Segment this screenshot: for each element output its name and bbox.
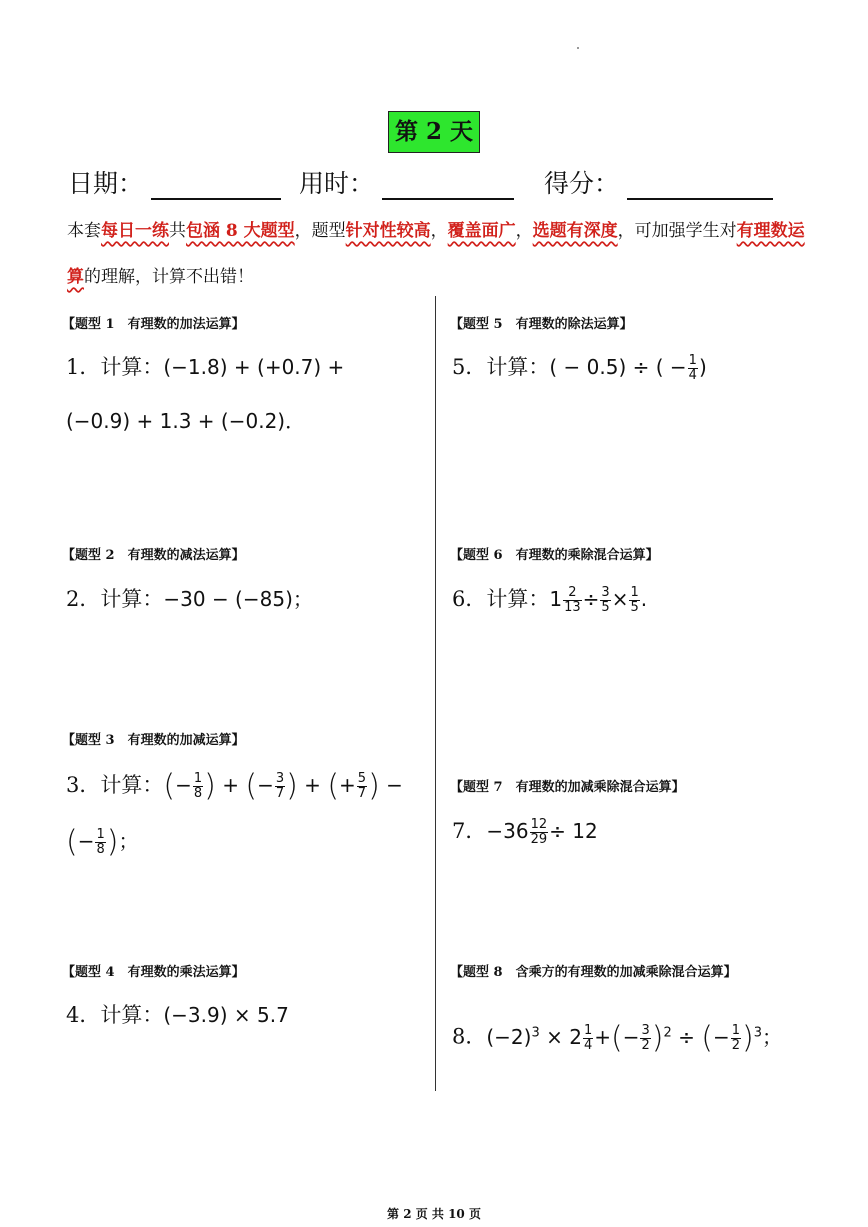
intro-highlight: 每日一练 (101, 221, 169, 241)
score-blank (627, 170, 773, 200)
problem-prefix: 3．计算： (66, 773, 164, 797)
problem-7 (452, 804, 598, 858)
intro-text: ，题型 (294, 221, 346, 241)
problem-type-5: 【题型 5 有理数的除法运算】 (450, 317, 633, 332)
intro-highlight: 包涵 8 大题型 (186, 221, 295, 241)
problem-8 (452, 1006, 782, 1065)
page-title: 第 2 天 (388, 111, 480, 153)
problem-type-2: 【题型 2 有理数的减法运算】 (62, 548, 245, 563)
problem-expression: −30 − (−85)； (163, 587, 313, 611)
problem-expression: 1 $\frac{2}{13}$ ÷ $\frac{3}{5}$ × $\frac{1}{5}$ . (549, 585, 648, 615)
problem-prefix: 5．计算： (452, 355, 550, 379)
problem-prefix: 6．计算： (452, 587, 550, 611)
problem-prefix: 2．计算： (66, 587, 164, 611)
problem-prefix: 8． (452, 1024, 487, 1049)
problem-4 (66, 988, 289, 1042)
problem-expression: −36 $\frac{12}{29}$ ÷ 12 (486, 817, 598, 847)
problem-expression: (−1.8) + (+0.7) + (163, 355, 345, 379)
intro-highlight: 选题有深度 (532, 221, 618, 241)
problem-type-3: 【题型 3 有理数的加减运算】 (62, 733, 245, 748)
problem-expression: (−0.9) + 1.3 + (−0.2)． (66, 409, 306, 433)
intro-text: ， (430, 221, 448, 241)
problem-expression: (− $\frac{1}{8}$ ) + (− $\frac{3}{7}$ ) + (+ $\frac{5}{7}$ ) − (− $\frac{1}{8}$ )； (66, 768, 403, 859)
intro-highlight: 有理数运算 (67, 221, 805, 287)
problem-type-1: 【题型 1 有理数的加法运算】 (62, 317, 245, 332)
problem-prefix: 4．计算： (66, 1003, 164, 1027)
speck (577, 47, 579, 49)
problem-3 (66, 758, 426, 869)
problem-1 (66, 340, 344, 448)
intro-text: ， (515, 221, 533, 241)
problem-expression: $(-2)^3 \times 2$ $\frac{1}{4}$ +(− $\frac{3}{2}$ )$^2$ ÷ (− $\frac{1}{2}$ )$^3$； (486, 1020, 783, 1056)
date-blank (151, 170, 281, 200)
intro-paragraph (67, 208, 817, 300)
problem-2 (66, 572, 313, 626)
intro-text: ，可加强学生对 (617, 221, 737, 241)
info-fields (68, 164, 791, 200)
problem-expression: ( − 0.5) ÷ ( − $\frac{1}{4}$ ) (549, 353, 707, 383)
problem-type-7: 【题型 7 有理数的加减乘除混合运算】 (450, 780, 685, 795)
intro-text: 的理解，计算不出错！ (84, 267, 254, 287)
problem-prefix: 1．计算： (66, 355, 164, 379)
intro-text: 本套 (67, 221, 101, 241)
problem-5 (452, 340, 707, 394)
problem-type-4: 【题型 4 有理数的乘法运算】 (62, 965, 245, 980)
intro-highlight: 针对性较高 (345, 221, 431, 241)
problem-6 (452, 572, 647, 626)
intro-text: 共 (169, 221, 186, 241)
time-label: 用时： (299, 169, 375, 198)
problem-type-6: 【题型 6 有理数的乘除混合运算】 (450, 548, 659, 563)
problem-type-8: 【题型 8 含乘方的有理数的加减乘除混合运算】 (450, 965, 737, 980)
problem-prefix: 7． (452, 819, 487, 843)
time-blank (382, 170, 514, 200)
intro-highlight: 覆盖面广 (447, 221, 516, 241)
score-label: 得分： (544, 169, 620, 198)
column-divider (435, 296, 436, 1091)
date-label: 日期： (68, 169, 144, 198)
page-footer: 第 2 页 共 10 页 (387, 1207, 481, 1221)
problem-expression: (−3.9) × 5.7 (163, 1003, 289, 1027)
